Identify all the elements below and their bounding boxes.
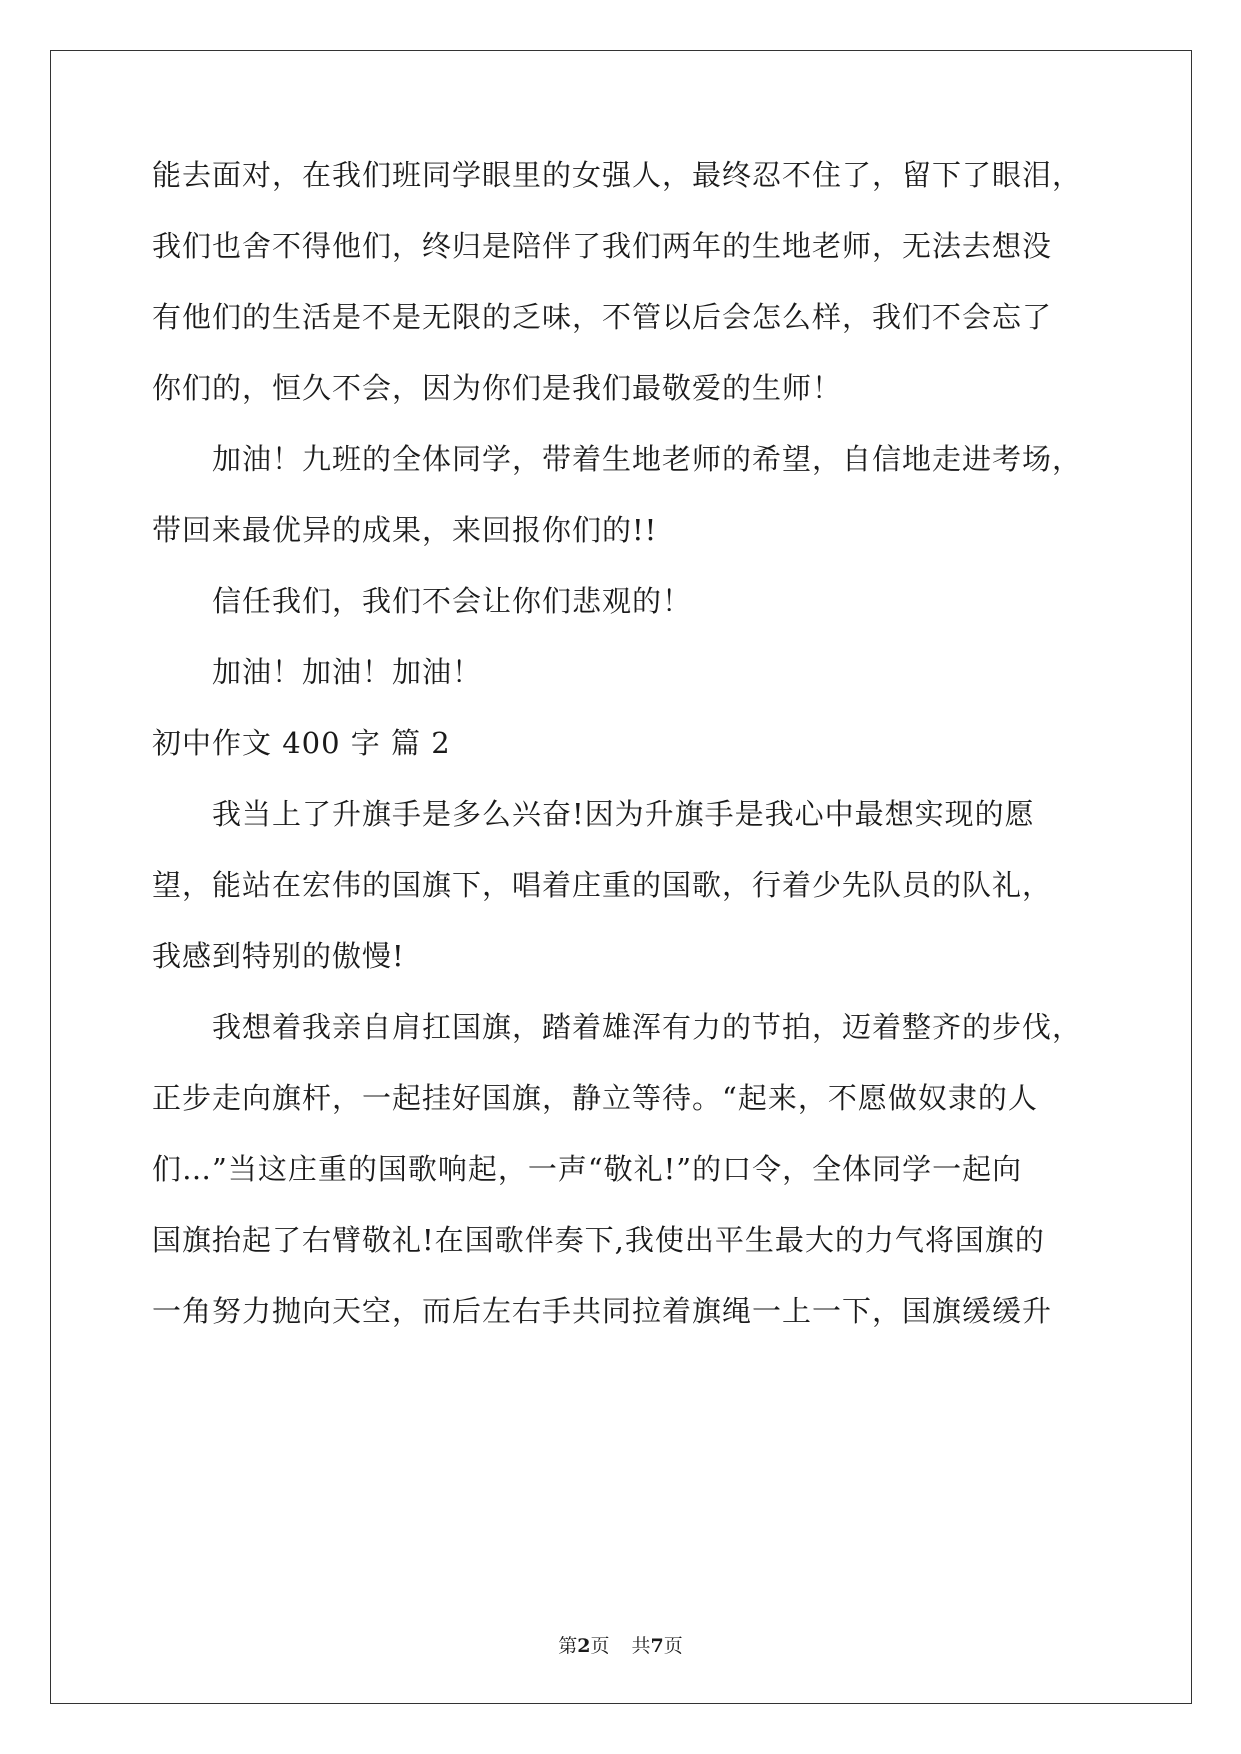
text-line: 信任我们，我们不会让你们悲观的！ [212, 584, 693, 618]
total-pages-indicator: 共7页 [631, 1635, 683, 1657]
page-indicator: 第2页 [558, 1635, 610, 1657]
text-line: 我想着我亲自肩扛国旗，踏着雄浑有力的节拍，迈着整齐的步伐， [212, 1010, 1083, 1044]
text-line: 我们也舍不得他们，终归是陪伴了我们两年的生地老师，无法去想没 [152, 229, 1053, 263]
page-footer [0, 1633, 1241, 1659]
text-line: 加油！九班的全体同学，带着生地老师的希望，自信地走进考场， [212, 442, 1083, 476]
text-line: 你们的，恒久不会，因为你们是我们最敬爱的生师！ [152, 371, 843, 405]
text-line: 能去面对，在我们班同学眼里的女强人，最终忍不住了，留下了眼泪， [152, 158, 1083, 192]
text-line: 们…”当这庄重的国歌响起，一声“敬礼!”的口令，全体同学一起向 [152, 1152, 1023, 1186]
text-line: 我感到特别的傲慢! [152, 939, 405, 973]
text-line: 国旗抬起了右臂敬礼!在国歌伴奏下,我使出平生最大的力气将国旗的 [152, 1223, 1045, 1257]
text-line: 望，能站在宏伟的国旗下，唱着庄重的国歌，行着少先队员的队礼， [152, 868, 1053, 902]
text-line: 正步走向旗杆，一起挂好国旗，静立等待。“起来，不愿做奴隶的人 [152, 1081, 1038, 1115]
text-line: 带回来最优异的成果，来回报你们的!! [152, 513, 658, 547]
text-line: 一角努力抛向天空，而后左右手共同拉着旗绳一上一下，国旗缓缓升 [152, 1294, 1053, 1328]
section-heading: 初中作文 400 字 篇 2 [152, 726, 451, 760]
text-line: 加油！加油！加油！ [212, 655, 483, 689]
text-line: 有他们的生活是不是无限的乏味，不管以后会怎么样，我们不会忘了 [152, 300, 1053, 334]
text-line: 我当上了升旗手是多么兴奋!因为升旗手是我心中最想实现的愿 [212, 797, 1035, 831]
